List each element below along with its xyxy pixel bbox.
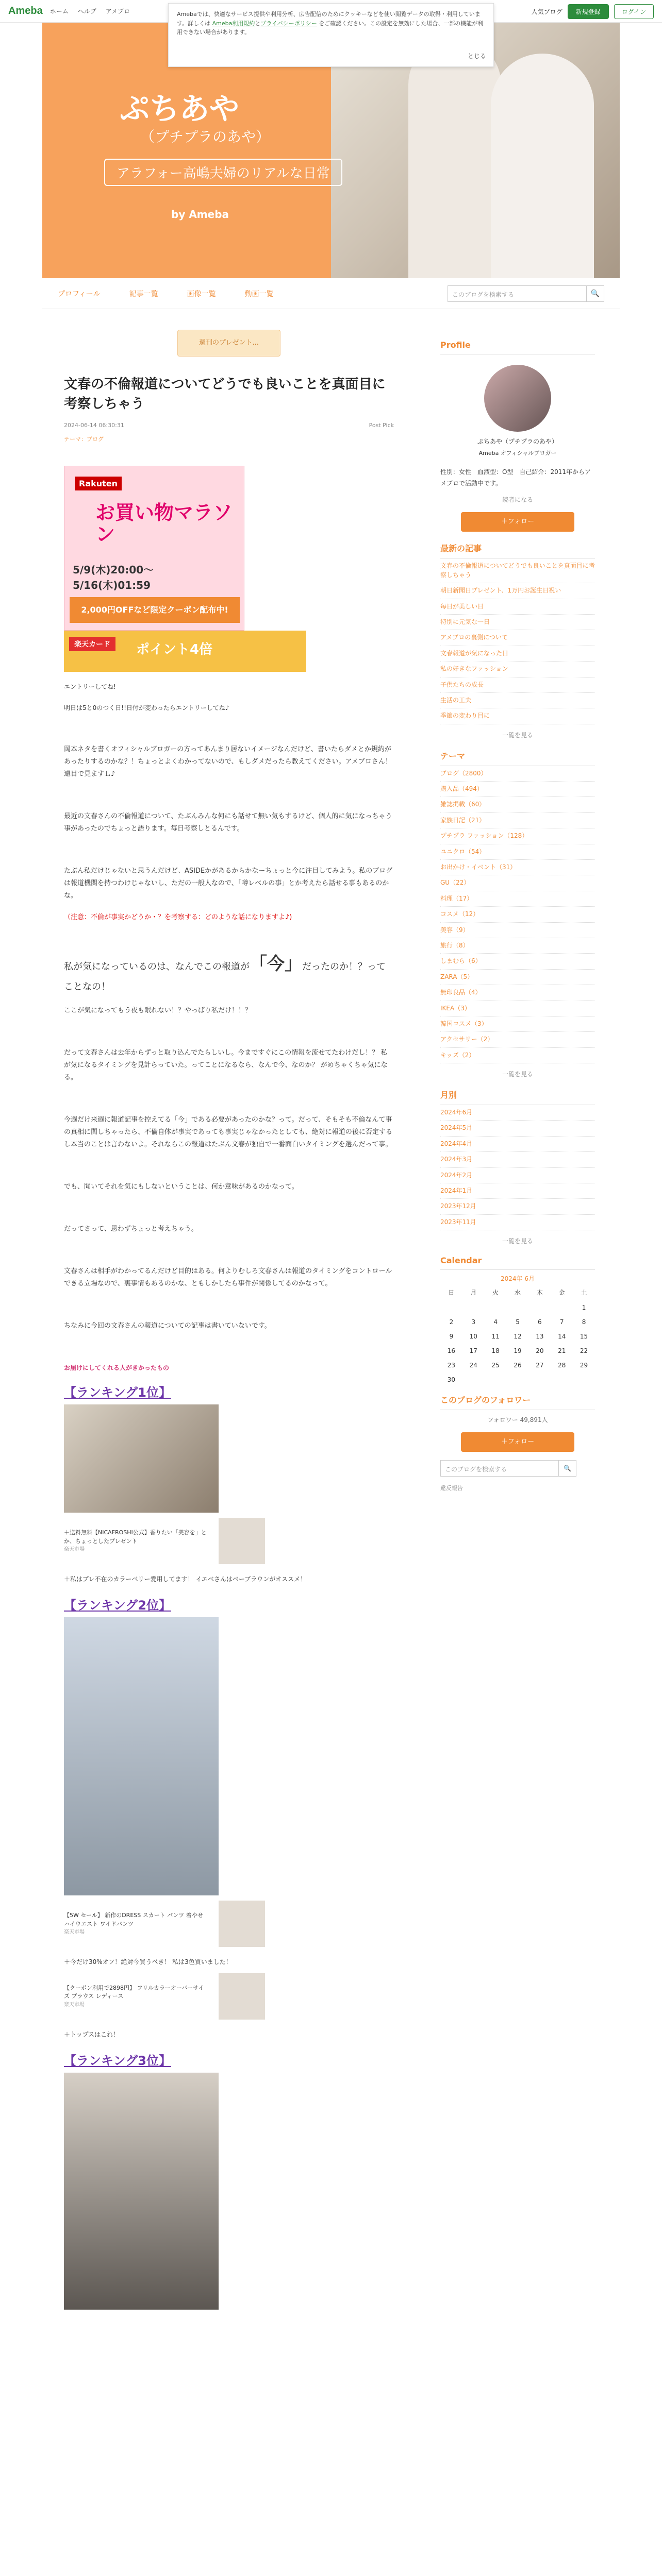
calendar-weekday: 火 bbox=[492, 1289, 499, 1297]
product-2[interactable] bbox=[64, 1901, 394, 1947]
terms-link[interactable]: Ameba利用規約 bbox=[212, 20, 255, 27]
ranking-1-photo[interactable] bbox=[64, 1404, 219, 1513]
top-links bbox=[50, 7, 130, 15]
product-3-source: 楽天市場 bbox=[64, 2002, 85, 2008]
ranking-1: 【ランキング1位】 bbox=[64, 1385, 171, 1400]
list-item[interactable]: コスメ（12） bbox=[440, 907, 595, 922]
product-1-source: 楽天市場 bbox=[64, 1547, 85, 1553]
cookie-text: Amebaでは、快適なサービス提供や利用分析、広告配信のためにクッキーなどを使い閲覧データの取得・利用しています。詳しくは bbox=[177, 11, 481, 27]
calendar-day[interactable]: 13 bbox=[536, 1333, 544, 1341]
theme-heading: テーマ bbox=[440, 750, 595, 766]
highlight-now: 「今」 bbox=[250, 954, 302, 975]
search-input[interactable]: このブログを検索する bbox=[448, 285, 587, 302]
article-theme[interactable]: テーマ：ブログ bbox=[64, 436, 104, 443]
paragraph-7: でも、聞いてそれを気にもしないということは、何か意味があるのかなって。 bbox=[64, 1182, 299, 1191]
cookie-notice bbox=[168, 3, 494, 67]
month-list bbox=[440, 1105, 595, 1230]
list-item[interactable]: 2024年1月 bbox=[440, 1183, 595, 1199]
calendar-day[interactable]: 27 bbox=[536, 1362, 544, 1369]
list-item[interactable]: 家族日記（21） bbox=[440, 813, 595, 828]
calendar-weekday: 木 bbox=[536, 1289, 543, 1297]
calendar-day[interactable]: 23 bbox=[447, 1362, 456, 1369]
product-3-title[interactable]: 【クーポン利用で2898円】 フリルカラーオーバーサイズ ブラウス レディース bbox=[64, 1984, 204, 1999]
share-button[interactable]: Post Pick bbox=[369, 422, 394, 429]
calendar-day[interactable]: 10 bbox=[469, 1333, 477, 1341]
sidebar-search-input[interactable]: このブログを検索する bbox=[440, 1460, 559, 1477]
nav-videos[interactable]: 動画一覧 bbox=[244, 290, 274, 298]
list-item[interactable]: 文春報道が気になった日 bbox=[440, 646, 595, 662]
recommend-heading: お届けにしてくれる人がきかったもの bbox=[64, 1364, 170, 1372]
ameba-logo[interactable]: Ameba bbox=[8, 5, 43, 16]
month-more[interactable]: 一覧を見る bbox=[502, 1238, 533, 1245]
calendar-day bbox=[551, 1304, 573, 1311]
calendar-day[interactable]: 20 bbox=[536, 1347, 544, 1355]
product-2-source: 楽天市場 bbox=[64, 1929, 85, 1936]
paragraph-4: ここが気になってもう夜も眠れない！？やっぱり私だけ！！？ bbox=[64, 1006, 252, 1014]
list-item[interactable]: プチプラ ファッション（128） bbox=[440, 828, 595, 844]
entry-note: エントリーしてね! bbox=[64, 683, 116, 691]
profile-name[interactable]: ぷちあや（プチプラのあや） bbox=[477, 438, 558, 445]
calendar-day bbox=[462, 1304, 485, 1311]
list-item[interactable]: ユニクロ（54） bbox=[440, 844, 595, 860]
calendar-day[interactable]: 9 bbox=[449, 1333, 454, 1341]
calendar-day[interactable]: 22 bbox=[580, 1347, 588, 1355]
highlight-b: だったのか！？ってことなの！ bbox=[64, 961, 386, 992]
list-item[interactable]: 2024年4月 bbox=[440, 1137, 595, 1152]
list-item[interactable]: 購入品（494） bbox=[440, 782, 595, 797]
latest-heading: 最新の記事 bbox=[440, 542, 595, 558]
ad-coupon: 2,000円OFFなど限定クーポン配布中! bbox=[70, 597, 240, 623]
popular-blog-link[interactable]: 人気ブログ bbox=[531, 8, 562, 15]
note-1: ＋私はプレ不在のカラーベリー愛用してます！ イエベさんはベーブラウンがオススメ！ bbox=[64, 1575, 307, 1583]
calendar-day[interactable]: 26 bbox=[514, 1362, 522, 1369]
list-item[interactable]: アクセサリー（2） bbox=[440, 1032, 595, 1047]
by-ameba: by Ameba bbox=[171, 208, 229, 221]
rakuten-ad[interactable] bbox=[64, 466, 244, 631]
paragraph-3-note: （注意：不倫が事実かどうか・？を考察する：どのような話になりますよ♪) bbox=[64, 913, 292, 922]
article-meta bbox=[64, 422, 394, 429]
rakuten-logo: Rakuten bbox=[75, 477, 122, 490]
point-text: ポイント4倍 bbox=[136, 642, 213, 658]
list-item[interactable]: 私の好きなファッション bbox=[440, 662, 595, 677]
calendar-day[interactable]: 21 bbox=[558, 1347, 566, 1355]
profile-text: 性別：女性 血液型：O型 自己紹介：2011年からアメブロで活動中です。 bbox=[440, 468, 591, 487]
list-item[interactable]: お出かけ・イベント（31） bbox=[440, 860, 595, 875]
entry-note-2: 明日は5と0のつく日!!日付が変わったらエントリーしてね♪ bbox=[64, 704, 229, 711]
product-3-thumb[interactable] bbox=[219, 1973, 265, 2020]
ranking-3: 【ランキング3位】 bbox=[64, 2053, 171, 2068]
product-2-thumb[interactable] bbox=[219, 1901, 265, 1947]
follower-count: フォロワー 49,891人 bbox=[487, 1416, 548, 1424]
highlight-a: 私が気になっているのは、なんでこの報道が bbox=[64, 961, 250, 973]
ranking-2: 【ランキング2位】 bbox=[64, 1598, 171, 1613]
ranking-2-photo[interactable] bbox=[64, 1617, 219, 1895]
latest-list bbox=[440, 558, 595, 724]
paragraph-3: たぶん私だけじゃないと思うんだけど、ASIDEかがあるからかなーちょっと今に注目してみよう。私のブログは報道機関を持つわけじゃないし、ただの一般人なので、「噂レベルの事」とか考えたら話せる事もあるのかな。 bbox=[64, 867, 393, 900]
article-title[interactable]: 文春の不倫報道についてどうでも良いことを真面目に考察しちゃう bbox=[64, 377, 386, 412]
article bbox=[64, 330, 394, 2310]
list-item[interactable]: IKEA（3） bbox=[440, 1001, 595, 1016]
nav-profile[interactable]: プロフィール bbox=[58, 290, 101, 298]
calendar-weekday: 金 bbox=[558, 1289, 565, 1297]
blog-search bbox=[448, 285, 604, 302]
list-item[interactable]: アメブロの裏側について bbox=[440, 630, 595, 646]
calendar-day[interactable]: 12 bbox=[514, 1333, 522, 1341]
list-item[interactable]: 生活の工夫 bbox=[440, 693, 595, 708]
calendar-day[interactable]: 5 bbox=[516, 1318, 520, 1326]
calendar-day[interactable]: 29 bbox=[580, 1362, 588, 1369]
search-icon[interactable]: 🔍 bbox=[559, 1460, 576, 1477]
calendar-day[interactable]: 3 bbox=[471, 1318, 476, 1326]
list-item[interactable]: 子供たちの成長 bbox=[440, 677, 595, 693]
list-item[interactable]: GU（22） bbox=[440, 875, 595, 891]
calendar-weekday: 土 bbox=[581, 1289, 587, 1297]
list-item[interactable]: 2024年2月 bbox=[440, 1168, 595, 1183]
help-link[interactable]: ヘルプ bbox=[77, 8, 96, 15]
calendar-day[interactable]: 16 bbox=[447, 1347, 456, 1355]
list-item[interactable]: 韓国コスメ（3） bbox=[440, 1016, 595, 1032]
nav-images[interactable]: 画像一覧 bbox=[187, 290, 216, 298]
rakuten-card-ad[interactable] bbox=[64, 631, 306, 672]
paragraph-5: だって文春さんは去年からずっと取り込んでたらしいし。今まですぐにこの情報を流せてたわけだし！？ 私が気になるタイミングを見計らっていた。ってことになるなら、なんで今、なのか？ がめちゃくちゃ気になる。 bbox=[64, 1048, 388, 1081]
list-item[interactable]: 無印良品（4） bbox=[440, 985, 595, 1001]
list-item[interactable]: 2023年12月 bbox=[440, 1199, 595, 1214]
cookie-mid: と bbox=[255, 20, 261, 27]
calendar-title: 2024年 6月 bbox=[501, 1275, 535, 1283]
calendar-grid bbox=[440, 1288, 595, 1383]
product-1-title[interactable]: ＋送料無料【NICAFROSHI公式】香りたい「美容を」とか、ちょっとしたプレゼント bbox=[64, 1529, 207, 1545]
highlight-text bbox=[64, 950, 394, 995]
cookie-text-end: をご確認ください。この設定を無効にした場合、一部の機能が利用できない場合があります。 bbox=[177, 20, 484, 36]
calendar-day[interactable]: 19 bbox=[514, 1347, 522, 1355]
paragraph-10: ちなみに今回の文春さんの報道についての記事は書いていないです。 bbox=[64, 1322, 271, 1330]
card-tag: 楽天カード bbox=[69, 637, 115, 651]
follow-button[interactable]: ＋フォロー bbox=[461, 512, 574, 532]
calendar-day bbox=[485, 1304, 507, 1311]
theme-list bbox=[440, 766, 595, 1063]
report-link[interactable]: 違反報告 bbox=[440, 1485, 463, 1492]
calendar-weekday: 水 bbox=[514, 1289, 521, 1297]
calendar-day[interactable]: 25 bbox=[491, 1362, 500, 1369]
paragraph-1: 岡本ネタを書くオフィシャルブロガーの方ってあんまり居ないイメージなんだけど、書いたらダメとか規約があったりするのかな？！ちょっとよくわかってないので、もしダメだったら教えてください。アメブロさん！遠目で見ますＬ♪ bbox=[64, 745, 392, 778]
paragraph-8: だってさって、思わずちょっと考えちゃう。 bbox=[64, 1225, 198, 1233]
blog-title: ぷちあや bbox=[120, 91, 240, 126]
paragraph-9: 文春さんは相手がわかってるんだけど目的はある。何よりむしろ文春さんは報道のタイミングをコントロールできる立場なので、裏事情もあるのかな、ともしかしたら事件が関係してるのかなって。 bbox=[64, 1267, 392, 1288]
product-3[interactable] bbox=[64, 1973, 394, 2020]
calendar-day[interactable]: 15 bbox=[580, 1333, 588, 1341]
official-badge: Ameba オフィシャルブロガー bbox=[478, 450, 557, 456]
ad-date-start: 5/9(木)20:00～ bbox=[73, 564, 154, 577]
paragraph-6: 今週だけ来週に報道記事を控えてる「今」である必要があったのかな？って。だって、そもそも不倫なんて事の真相に関しちゃったら、不倫自体が事実であっても事実じゃなかったとしても、絶対に報道の後に否定するし本当のことは言わないよ。それならこの報道はたぶん文春が独自で一番面白いタイミングを選んだって事。 bbox=[64, 1115, 392, 1148]
list-item[interactable]: 2024年5月 bbox=[440, 1121, 595, 1136]
sidebar bbox=[440, 330, 595, 1492]
theme-more[interactable]: 一覧を見る bbox=[502, 1071, 533, 1078]
product-1-thumb[interactable] bbox=[219, 1518, 265, 1564]
list-item[interactable]: 2023年11月 bbox=[440, 1215, 595, 1230]
list-item[interactable]: 料理（17） bbox=[440, 891, 595, 907]
list-item[interactable]: 朝日新聞日プレゼント、1万円お誕生日祝い bbox=[440, 583, 595, 599]
list-item[interactable]: しまむら（6） bbox=[440, 954, 595, 969]
ranking-3-photo[interactable] bbox=[64, 2073, 219, 2310]
calendar-day bbox=[440, 1304, 462, 1311]
list-item[interactable]: キッズ（2） bbox=[440, 1048, 595, 1063]
profile-read-more[interactable]: 読者になる bbox=[502, 496, 533, 504]
list-item[interactable]: ブログ（2800） bbox=[440, 766, 595, 782]
list-item[interactable]: 季節の変わり目に bbox=[440, 708, 595, 724]
avatar[interactable] bbox=[484, 365, 551, 432]
list-item[interactable]: 2024年6月 bbox=[440, 1105, 595, 1121]
calendar-day[interactable]: 14 bbox=[558, 1333, 566, 1341]
nav-articles[interactable]: 記事一覧 bbox=[129, 290, 158, 298]
list-item[interactable]: 2024年3月 bbox=[440, 1152, 595, 1167]
calendar-day[interactable]: 17 bbox=[469, 1347, 477, 1355]
calendar-day[interactable]: 4 bbox=[493, 1318, 498, 1326]
product-2-title[interactable]: 【5W セール】 新作のDRESS スカート パンツ 着やせ ハイウエスト ワイドパンツ bbox=[64, 1912, 203, 1927]
follower-heading: このブログのフォロワー bbox=[440, 1394, 595, 1410]
blog-tagline: アラフォー高嶋夫婦のリアルな日常 bbox=[104, 159, 342, 186]
marathon-title: お買い物マラソン bbox=[95, 501, 233, 546]
latest-more[interactable]: 一覧を見る bbox=[502, 731, 533, 739]
ad-date-end: 5/16(木)01:59 bbox=[73, 579, 151, 592]
calendar-weekday: 月 bbox=[470, 1289, 477, 1297]
note-2: ＋今だけ30%オフ！絶対今買うべき！ 私は3色買いました！ bbox=[64, 1958, 232, 1966]
calendar-day[interactable]: 7 bbox=[559, 1318, 564, 1326]
calendar-day bbox=[507, 1304, 529, 1311]
calendar-day[interactable]: 11 bbox=[491, 1333, 500, 1341]
list-item[interactable]: 美容（9） bbox=[440, 923, 595, 938]
calendar-day[interactable]: 28 bbox=[558, 1362, 566, 1369]
calendar-day[interactable]: 18 bbox=[491, 1347, 500, 1355]
blog-subtitle: （プチプラのあや） bbox=[140, 128, 271, 145]
list-item[interactable]: 旅行（8） bbox=[440, 938, 595, 954]
privacy-link[interactable]: プライバシーポリシー bbox=[260, 20, 317, 27]
ameblo-link[interactable]: アメブロ bbox=[105, 8, 130, 15]
calendar-day[interactable]: 8 bbox=[582, 1318, 586, 1326]
calendar-day bbox=[528, 1304, 551, 1311]
list-item[interactable]: 特別に元気な一日 bbox=[440, 615, 595, 630]
sidebar-search bbox=[440, 1460, 595, 1477]
article-date: 2024-06-14 06:30:31 bbox=[64, 422, 124, 429]
present-banner[interactable]: 週刊のプレゼント... bbox=[177, 330, 280, 357]
login-button[interactable]: ログイン bbox=[614, 4, 654, 19]
calendar-day[interactable]: 2 bbox=[449, 1318, 454, 1326]
home-link[interactable]: ホーム bbox=[49, 8, 69, 15]
calendar-heading: Calendar bbox=[440, 1256, 595, 1270]
calendar-day[interactable]: 6 bbox=[538, 1318, 542, 1326]
calendar-weekday: 日 bbox=[448, 1289, 455, 1297]
calendar-day[interactable]: 24 bbox=[469, 1362, 477, 1369]
profile-heading: Profile bbox=[440, 340, 595, 354]
list-item[interactable]: ZARA（5） bbox=[440, 970, 595, 985]
list-item[interactable]: 文春の不倫報道についてどうでも良いことを真面目に考察しちゃう bbox=[440, 558, 595, 583]
list-item[interactable]: 毎日が美しい日 bbox=[440, 599, 595, 615]
month-heading: 月別 bbox=[440, 1089, 595, 1105]
calendar-day[interactable]: 1 bbox=[582, 1304, 586, 1312]
list-item[interactable]: 雑誌掲載（60） bbox=[440, 797, 595, 812]
top-right bbox=[532, 4, 654, 19]
calendar-day[interactable]: 30 bbox=[447, 1376, 456, 1384]
follow-button-2[interactable]: ＋フォロー bbox=[461, 1432, 574, 1452]
product-1[interactable] bbox=[64, 1518, 394, 1564]
register-button[interactable]: 新規登録 bbox=[568, 4, 609, 19]
search-icon[interactable]: 🔍 bbox=[587, 285, 604, 302]
cookie-close-button[interactable]: とじる bbox=[467, 52, 486, 60]
paragraph-2: 最近の文春さんの不倫報道について、たぶんみんな何にも話せて無い気もするけど、個人的に気になっちゃう事があったのでちょっと語ります。毎日考察しとるんです。 bbox=[64, 812, 392, 833]
note-3: ＋トップスはこれ！ bbox=[64, 2030, 120, 2038]
blog-nav bbox=[42, 278, 620, 309]
